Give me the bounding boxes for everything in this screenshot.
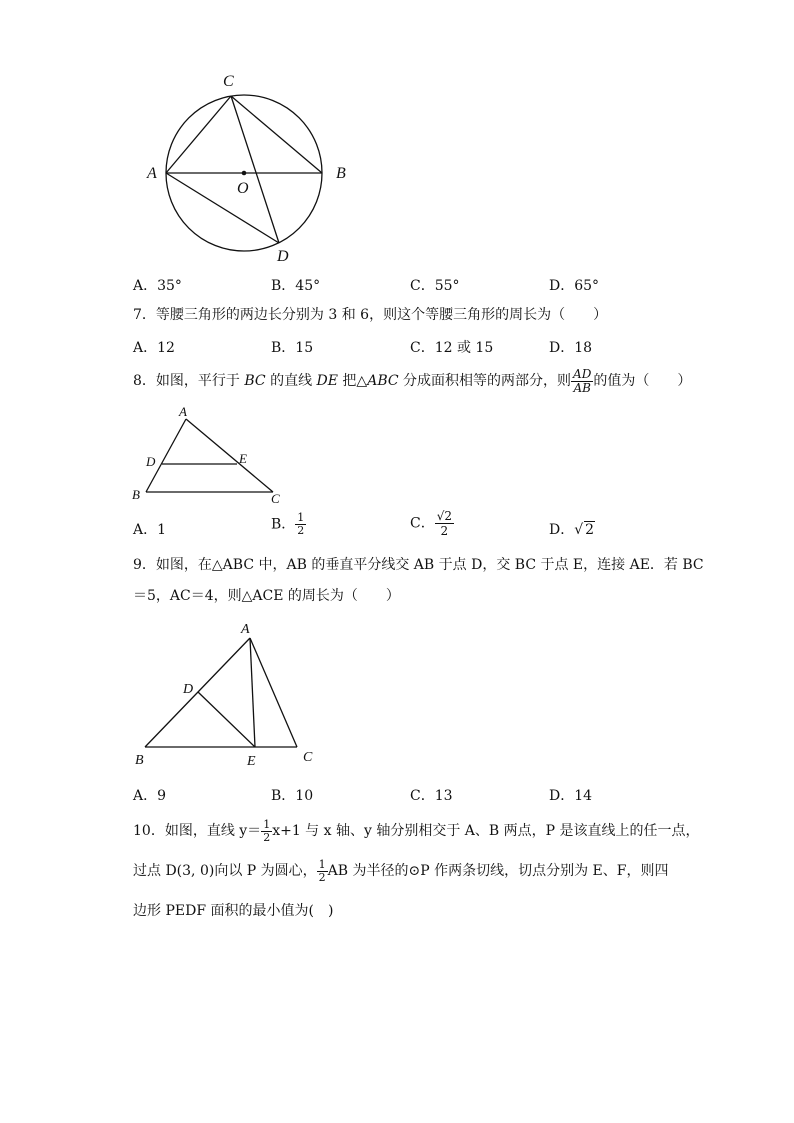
q10-fraction-1: [261, 819, 272, 844]
q8-text-5: 的值为（ ）: [593, 373, 692, 389]
segment-ae: [250, 638, 255, 747]
q8-option-b-num: 1: [297, 511, 305, 524]
q6-option-b[interactable]: B．45°: [271, 278, 321, 294]
q8-bc: BC: [244, 373, 266, 389]
q9-question-line-1: 9．如图，在△ABC 中，AB 的垂直平分线交 AB 于点 D，交 BC 于点 E，连接 AE．若 BC: [133, 557, 704, 573]
side-ac: [250, 638, 297, 747]
label-b: B: [135, 753, 144, 768]
q8-text-3: 把△: [337, 373, 368, 389]
q10-frac-1-num: 1: [263, 817, 271, 831]
label-d: D: [146, 454, 156, 469]
q9-option-b[interactable]: B．10: [271, 788, 314, 804]
q8-option-d-radicand: 2: [585, 522, 595, 538]
chord-cb: [231, 96, 322, 173]
chord-cd: [231, 96, 279, 243]
q8-option-c-prefix: C．: [410, 515, 435, 532]
q10-text-3: 过点 D(3, 0)向以 P 为圆心，: [133, 863, 317, 879]
label-d: D: [277, 248, 289, 265]
label-a: A: [147, 165, 157, 182]
q7-question: 7．等腰三角形的两边长分别为 3 和 6，则这个等腰三角形的周长为（ ）: [133, 307, 608, 323]
q10-question-line-1: [133, 818, 700, 844]
q9-option-a[interactable]: A．9: [133, 788, 167, 804]
q8-option-b-fraction: [295, 512, 306, 537]
label-c: C: [303, 750, 313, 765]
q8-text-1: 8．如图，平行于: [133, 373, 245, 389]
label-c: C: [271, 491, 280, 506]
q8-frac-num: AD: [573, 366, 592, 381]
label-a: A: [179, 404, 187, 419]
q9-question-line-2: ＝5，AC＝4，则△ACE 的周长为（ ）: [133, 588, 400, 604]
q10-fraction-2: [317, 859, 328, 884]
q8-option-c[interactable]: [410, 509, 454, 538]
q8-option-b[interactable]: [271, 512, 306, 537]
center-point: [242, 171, 247, 176]
q10-text-4: AB 为半径的⊙P 作两条切线，切点分别为 E、F，则四: [327, 863, 669, 879]
label-b: B: [336, 165, 346, 182]
q8-option-c-den: 2: [440, 524, 449, 538]
q10-frac-1-den: 2: [263, 830, 271, 844]
q8-option-d[interactable]: [549, 519, 595, 539]
q6-option-d[interactable]: D．65°: [549, 278, 600, 294]
q8-triangle-figure: [130, 402, 300, 510]
q7-option-c[interactable]: C．12 或 15: [410, 340, 494, 356]
q6-option-a[interactable]: A．35°: [133, 278, 182, 294]
q8-abc: ABC: [367, 373, 399, 389]
label-o: O: [237, 180, 249, 197]
q10-question-line-2: [133, 858, 668, 884]
q9-triangle-figure: [128, 616, 328, 776]
chord-ad: [166, 173, 279, 243]
q10-text-1: 10．如图，直线 y＝: [133, 823, 262, 839]
q8-option-b-prefix: B．: [271, 516, 296, 533]
q8-option-d-root: √: [574, 522, 584, 538]
q8-text-2: 的直线: [265, 373, 317, 389]
label-a: A: [241, 622, 250, 637]
q8-frac-den: AB: [573, 380, 591, 395]
label-d: D: [183, 682, 194, 697]
q8-fraction: [571, 368, 593, 395]
label-c: C: [223, 73, 234, 90]
q9-option-c[interactable]: C．13: [410, 788, 453, 804]
q10-frac-2-num: 1: [318, 857, 326, 871]
q10-text-2: x+1 与 x 轴、y 轴分别相交于 A、B 两点，P 是该直线上的任一点，: [272, 823, 700, 839]
segment-de: [198, 692, 255, 747]
q8-option-a[interactable]: A．1: [133, 522, 167, 538]
label-e: E: [239, 451, 247, 466]
q8-de: DE: [316, 373, 338, 389]
label-e: E: [247, 754, 256, 769]
q8-option-b-den: 2: [297, 524, 305, 537]
q10-question-line-3: 边形 PEDF 面积的最小值为( ): [133, 903, 334, 919]
side-ab: [145, 638, 250, 747]
label-b: B: [132, 487, 140, 502]
q8-text-4: 分成面积相等的两部分，则: [398, 373, 572, 389]
q8-option-c-num: √2: [436, 509, 452, 523]
q10-frac-2-den: 2: [318, 870, 326, 884]
q8-option-d-prefix: D．: [549, 522, 575, 538]
q9-option-d[interactable]: D．14: [549, 788, 593, 804]
q7-option-d[interactable]: D．18: [549, 340, 593, 356]
q8-question: [133, 366, 691, 396]
q6-option-c[interactable]: C．55°: [410, 278, 460, 294]
q6-circle-figure: [130, 60, 370, 275]
side-ac: [186, 419, 273, 492]
q7-option-b[interactable]: B．15: [271, 340, 314, 356]
q8-option-c-fraction: [435, 509, 454, 538]
q7-option-a[interactable]: A．12: [133, 340, 175, 356]
